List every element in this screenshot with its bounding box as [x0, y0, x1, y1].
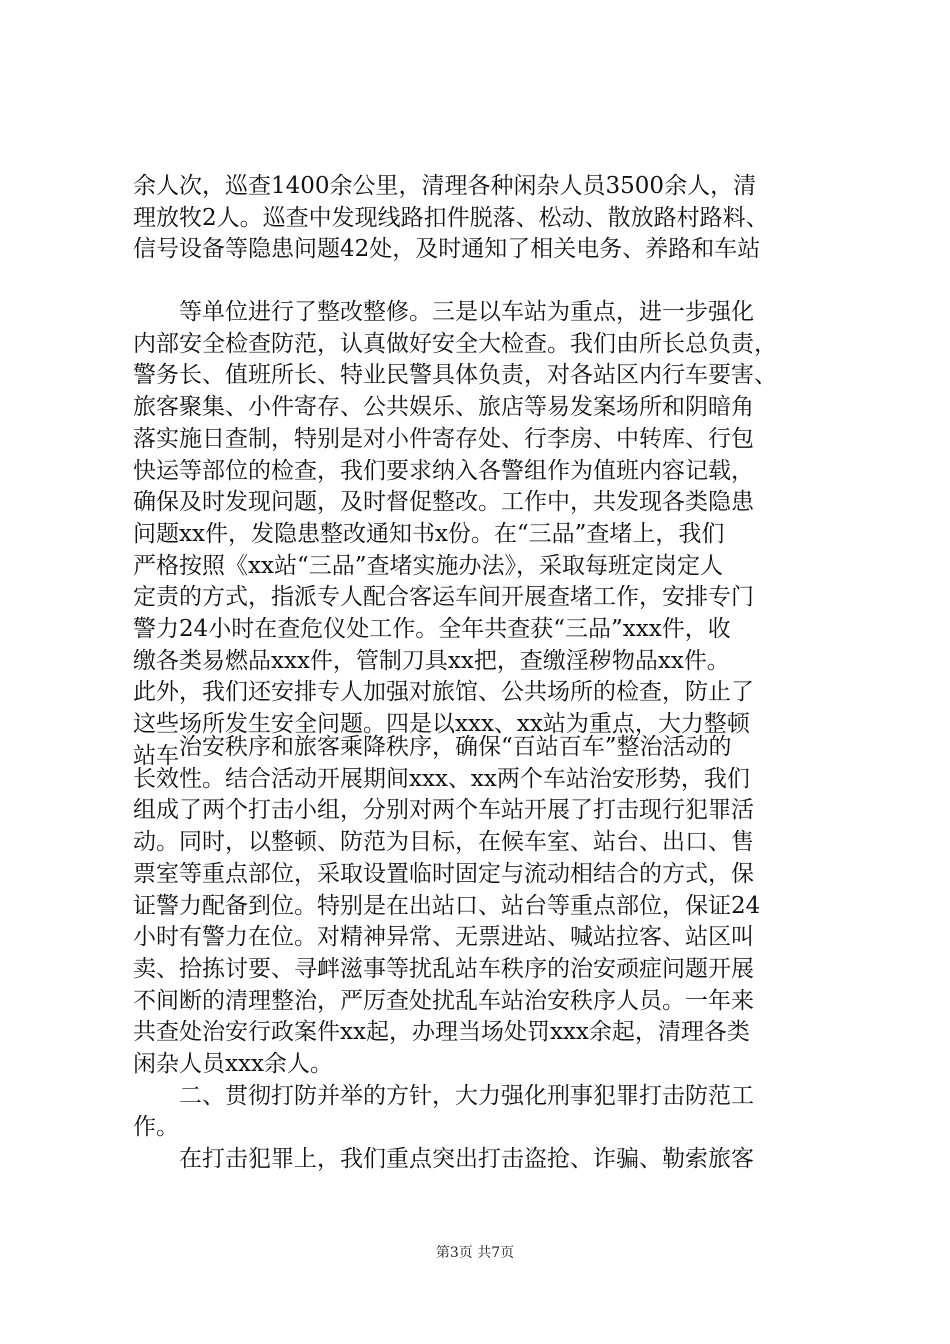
text-line: 长效性。结合活动开展期间xxx、xx两个车站治安形势，我们 — [133, 765, 750, 792]
text-line: 信号设备等隐患问题42处，及时通知了相关电务、养路和车站 — [133, 236, 761, 263]
text-line: 问题xx件，发隐患整改通知书x份。在“三品”查堵上，我们 — [133, 520, 725, 547]
text-line: 落实施日查制，特别是对小件寄存处、行李房、中转库、行包 — [133, 425, 754, 452]
paragraph-station-safety — [133, 297, 833, 773]
text-line: 严格按照《xx站“三品”查堵实施办法》，采取每班定岗定人 — [133, 552, 723, 579]
text-line: 定责的方式，指派专人配合客运车间开展查堵工作，安排专门 — [133, 584, 754, 611]
text-line: 警务长、值班所长、特业民警具体负责，对各站区内行车要害、 — [133, 362, 777, 389]
text-line: 小时有警力在位。对精神异常、无票进站、喊站拉客、站区叫 — [133, 924, 754, 951]
text-line: 此外，我们还安排专人加强对旅馆、公共场所的检查，防止了 — [133, 679, 754, 706]
text-line: 理放牧2人。巡查中发现线路扣件脱落、松动、散放路村路料、 — [133, 204, 769, 231]
text-line: 这些场所发生安全问题。四是以xxx、xx站为重点，大力整顿 — [133, 711, 750, 738]
text-line: 等单位进行了整改整修。三是以车站为重点，进一步强化 — [179, 299, 754, 325]
text-line: 快运等部位的检查，我们要求纳入各警组作为值班内容记载， — [133, 457, 754, 484]
paragraph-continuation — [133, 171, 833, 266]
text-line: 共查处治安行政案件xx起，办理当场处罚xxx余起，清理各类 — [133, 1019, 750, 1046]
text-line: 警力24小时在查危仪处工作。全年共查获“三品”xxx件，收 — [133, 616, 731, 643]
text-line: 治安秩序和旅客乘降秩序，确保“百站百车”整治活动的 — [179, 734, 732, 760]
text-line: 在打击犯罪上，我们重点突出打击盗抢、诈骗、勒索旅客 — [179, 1146, 754, 1173]
text-line: 不间断的清理整治，严厉查处扰乱车站治安秩序人员。一年来 — [133, 987, 754, 1014]
text-line: 证警力配备到位。特别是在出站口、站台等重点部位，保证24 — [133, 892, 761, 919]
text-line: 票室等重点部位，采取设置临时固定与流动相结合的方式，保 — [133, 860, 754, 887]
text-line: 内部安全检查防范，认真做好安全大检查。我们由所长总负责， — [133, 330, 777, 357]
text-line: 卖、拾拣讨要、寻衅滋事等扰乱站车秩序的治安顽症问题开展 — [133, 955, 754, 982]
text-line: 旅客聚集、小件寄存、公共娱乐、旅店等易发案场所和阴暗角 — [133, 394, 754, 421]
text-line: 闲杂人员xxx余人。 — [133, 1051, 333, 1078]
paragraph-order-rectification — [133, 732, 833, 1176]
text-line: 站车 — [133, 742, 179, 769]
page-number: 第3页 共7页 — [435, 1245, 515, 1261]
text-line: 确保及时发现问题，及时督促整改。工作中，共发现各类隐患 — [133, 489, 754, 516]
section-heading: 二、贯彻打防并举的方针，大力强化刑事犯罪打击防范工 — [179, 1082, 754, 1109]
text-line: 余人次，巡查1400余公里，清理各种闲杂人员3500余人，清 — [133, 173, 757, 199]
text-line: 动。同时，以整顿、防范为目标，在候车室、站台、出口、售 — [133, 829, 754, 856]
text-line: 作。 — [133, 1114, 179, 1141]
text-line: 缴各类易燃品xxx件，管制刀具xx把，查缴淫秽物品xx件。 — [133, 647, 730, 674]
text-line: 组成了两个打击小组，分别对两个车站开展了打击现行犯罪活 — [133, 797, 754, 824]
